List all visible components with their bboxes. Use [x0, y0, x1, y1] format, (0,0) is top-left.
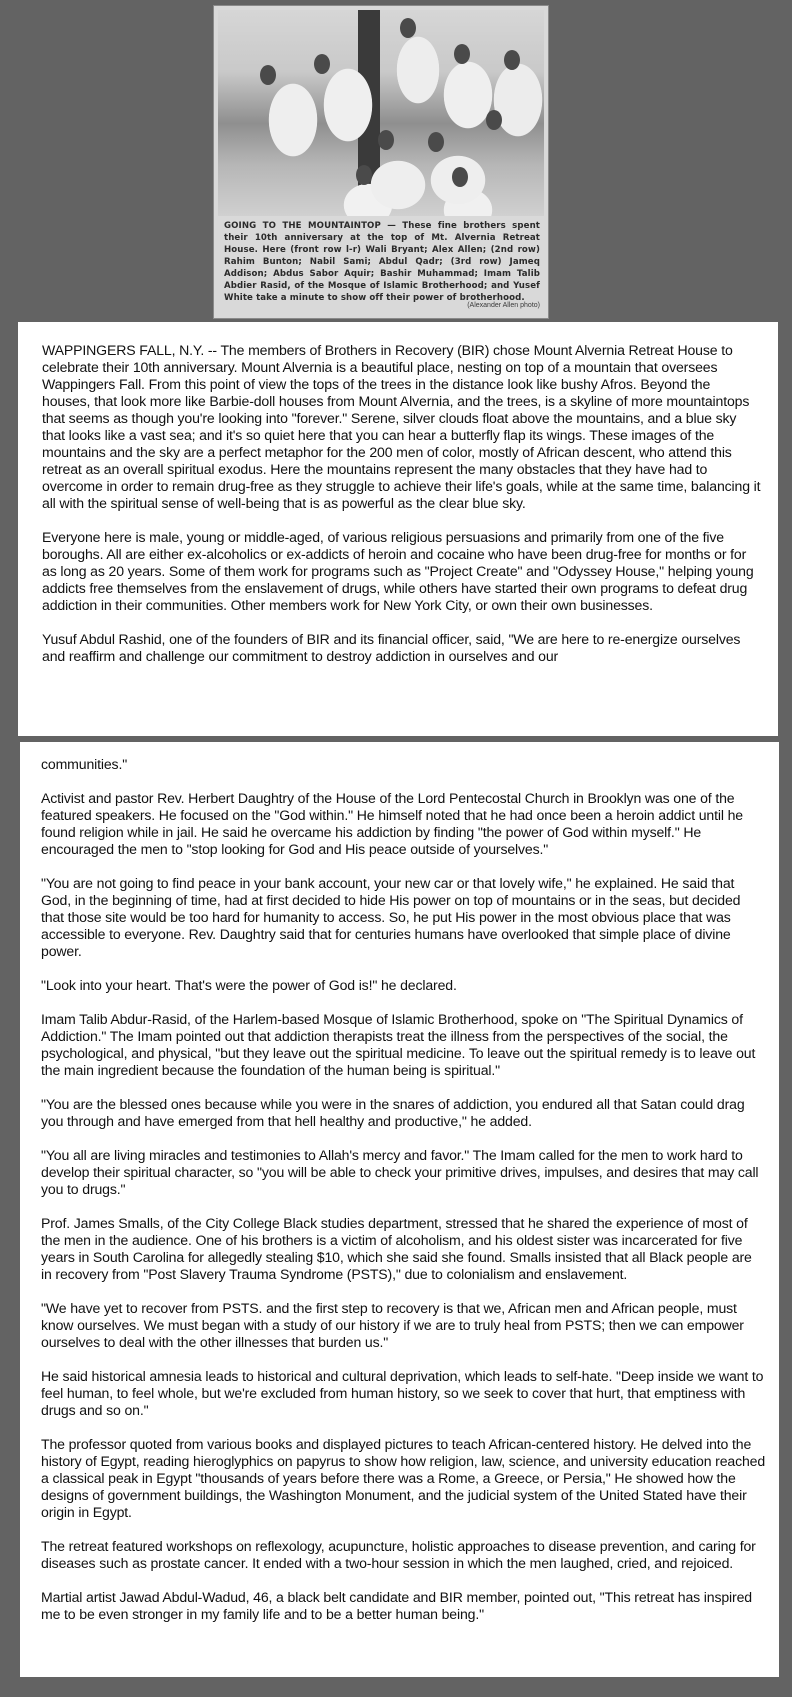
- photo-caption: GOING TO THE MOUNTAINTOP — These fine brothers spent their 10th anniversary at the top of Mt. Alvernia Retreat House. Here (front row l-r) Wali Bryant; Alex Allen; (2nd row) Rahim Bunton; Nabil Sami; Abdul Qadr; (3rd row) Jameq Addison; Abdus Sabor Aquir; Bashir Muhammad; Imam Talib Abdier Rasid, of the Mosque of Islamic Brotherhood; and Yusef White take a minute to show off their power of brotherhood.: [224, 221, 540, 303]
- paragraph: "You are the blessed ones because while you were in the snares of addiction, you endured all that Satan could drag you through and have emerged from that hell healthy and productive," he added.: [41, 1096, 745, 1129]
- face: [486, 110, 502, 130]
- paragraph: communities.": [41, 756, 128, 772]
- paragraph: "Look into your heart. That's were the power of God is!" he declared.: [41, 977, 457, 993]
- paragraph: WAPPINGERS FALL, N.Y. -- The members of Brothers in Recovery (BIR) chose Mount Alvernia Retreat House to celebrate their 10th anniversary. Mount Alvernia is a beautiful place, nesting on top of a mountain that oversees Wappingers Fall. From this point of view the tops of the trees in the distance look like bushy Afros. Beyond the houses, that look more like Barbie-doll houses from Mount Alvernia, and the trees, is a skyline of more mountaintops that seems as though you're looking into "forever." Serene, silver clouds float above the mountains, and a blue sky that looks like a vast sea; and it's so quiet here that you can hear a butterfly flap its wings. These images of the mountains and the sky are a perfect metaphor for the 200 men of color, mostly of African descent, who attend this retreat as an overall spiritual exodus. Here the mountains represent the many obstacles that they have had to overcome in order to remain drug-free as they struggle to achieve their life's goals, while at the same time, balancing it all with the spiritual sense of well-being that is as powerful as the clear blue sky.: [42, 342, 761, 511]
- face: [260, 65, 276, 85]
- paragraph: Prof. James Smalls, of the City College Black studies department, stressed that he shared the experience of most of the men in the audience. One of his brothers is a victim of alcoholism, and his oldest sister was incarcerated for five years in South Carolina for allegedly stealing $10, which she said she found. Smalls insisted that all Black people are in recovery from "Post Slavery Trauma Syndrome (PSTS)," due to colonialism and enslavement.: [41, 1215, 752, 1282]
- face: [356, 165, 372, 185]
- face: [378, 130, 394, 150]
- face: [504, 50, 520, 70]
- article-page-1: [18, 322, 778, 736]
- paragraph: Activist and pastor Rev. Herbert Daughtry of the House of the Lord Pentecostal Church in Brooklyn was one of the featured speakers. He focused on the "God within." He himself noted that he had once been a heroin addict until he found religion while in jail. He said he overcame his addiction by finding "the power of God within myself." He encouraged the men to "stop looking for God and His peace outside of yourselves.": [41, 790, 743, 857]
- paragraph: The retreat featured workshops on reflexology, acupuncture, holistic approaches to disease prevention, and caring for diseases such as prostate cancer. It ended with a two-hour session in which the men laughed, cried, and rejoiced.: [41, 1538, 756, 1571]
- paragraph: "You are not going to find peace in your bank account, your new car or that lovely wife," he explained. He said that God, in the beginning of time, had at first decided to hide His power on top of mountains or in the seas, but decided that those site would be too hard for humanity to access. So, he put His power in the most obvious place that was accessible to everyone. Rev. Daughtry said that for centuries humans have overlooked that simple place of divine power.: [41, 875, 741, 959]
- newspaper-clipping: [214, 6, 548, 318]
- paragraph: The professor quoted from various books and displayed pictures to teach African-centered history. He delved into the history of Egypt, reading hieroglyphics on papyrus to show how religion, law, science, and university education reached a classical peak in Egypt "thousands of years before there was a Rome, a Greece, or Persia," He showed how the designs of government buildings, the Washington Monument, and the judicial system of the United Stated have their origin in Egypt.: [41, 1436, 766, 1520]
- paragraph: Yusuf Abdul Rashid, one of the founders of BIR and its financial officer, said, "We are here to re-energize ourselves and reaffirm and challenge our commitment to destroy addiction in ourselves and our: [42, 631, 741, 664]
- article-body: [42, 342, 762, 665]
- face: [314, 54, 330, 74]
- face: [454, 44, 470, 64]
- group-photo: [218, 10, 544, 216]
- article-page-2: [20, 742, 779, 1677]
- paragraph: Everyone here is male, young or middle-aged, of various religious persuasions and primarily from one of the five boroughs. All are either ex-alcoholics or ex-addicts of heroin and cocaine who have been drug-free for months or for as long as 20 years. Some of them work for programs such as "Project Create" and "Odyssey House," helping young addicts free themselves from the enslavement of drugs, while others have started their own programs to defeat drug addiction in their communities. Other members work for New York City, or own their own businesses.: [42, 529, 754, 613]
- paragraph: "You all are living miracles and testimonies to Allah's mercy and favor." The Imam called for the men to work hard to develop their spiritual character, so "you will be able to check your primitive drives, impulses, and desires that may call you to drugs.": [41, 1147, 759, 1197]
- face: [452, 167, 468, 187]
- paragraph: Imam Talib Abdur-Rasid, of the Harlem-based Mosque of Islamic Brotherhood, spoke on "The Spiritual Dynamics of Addiction." The Imam pointed out that addiction therapists treat the illness from the perspectives of the social, the psychological, and physical, "but they leave out the spiritual medicine. To leave out the spiritual remedy is to leave out the main ingredient because the foundation of the human being is spiritual.": [41, 1011, 756, 1078]
- paragraph: "We have yet to recover from PSTS. and the first step to recovery is that we, African men and African people, must know ourselves. We must began with a study of our history if we are to truly heal from PSTS; then we can empower ourselves to deal with the other illnesses that burden us.": [41, 1300, 744, 1350]
- article-body: [41, 756, 766, 1623]
- photo-credit: (Alexander Allen photo): [467, 302, 540, 309]
- paragraph: He said historical amnesia leads to historical and cultural deprivation, which leads to self-hate. "Deep inside we want to feel human, to feel whole, but we're excluded from human history, so we seek to cover that hurt, that emptiness with drugs and so on.": [41, 1368, 764, 1418]
- face: [428, 132, 444, 152]
- paragraph: Martial artist Jawad Abdul-Wadud, 46, a black belt candidate and BIR member, pointed out, "This retreat has inspired me to be even stronger in my family life and to be a better human being.": [41, 1589, 752, 1622]
- face: [400, 18, 416, 38]
